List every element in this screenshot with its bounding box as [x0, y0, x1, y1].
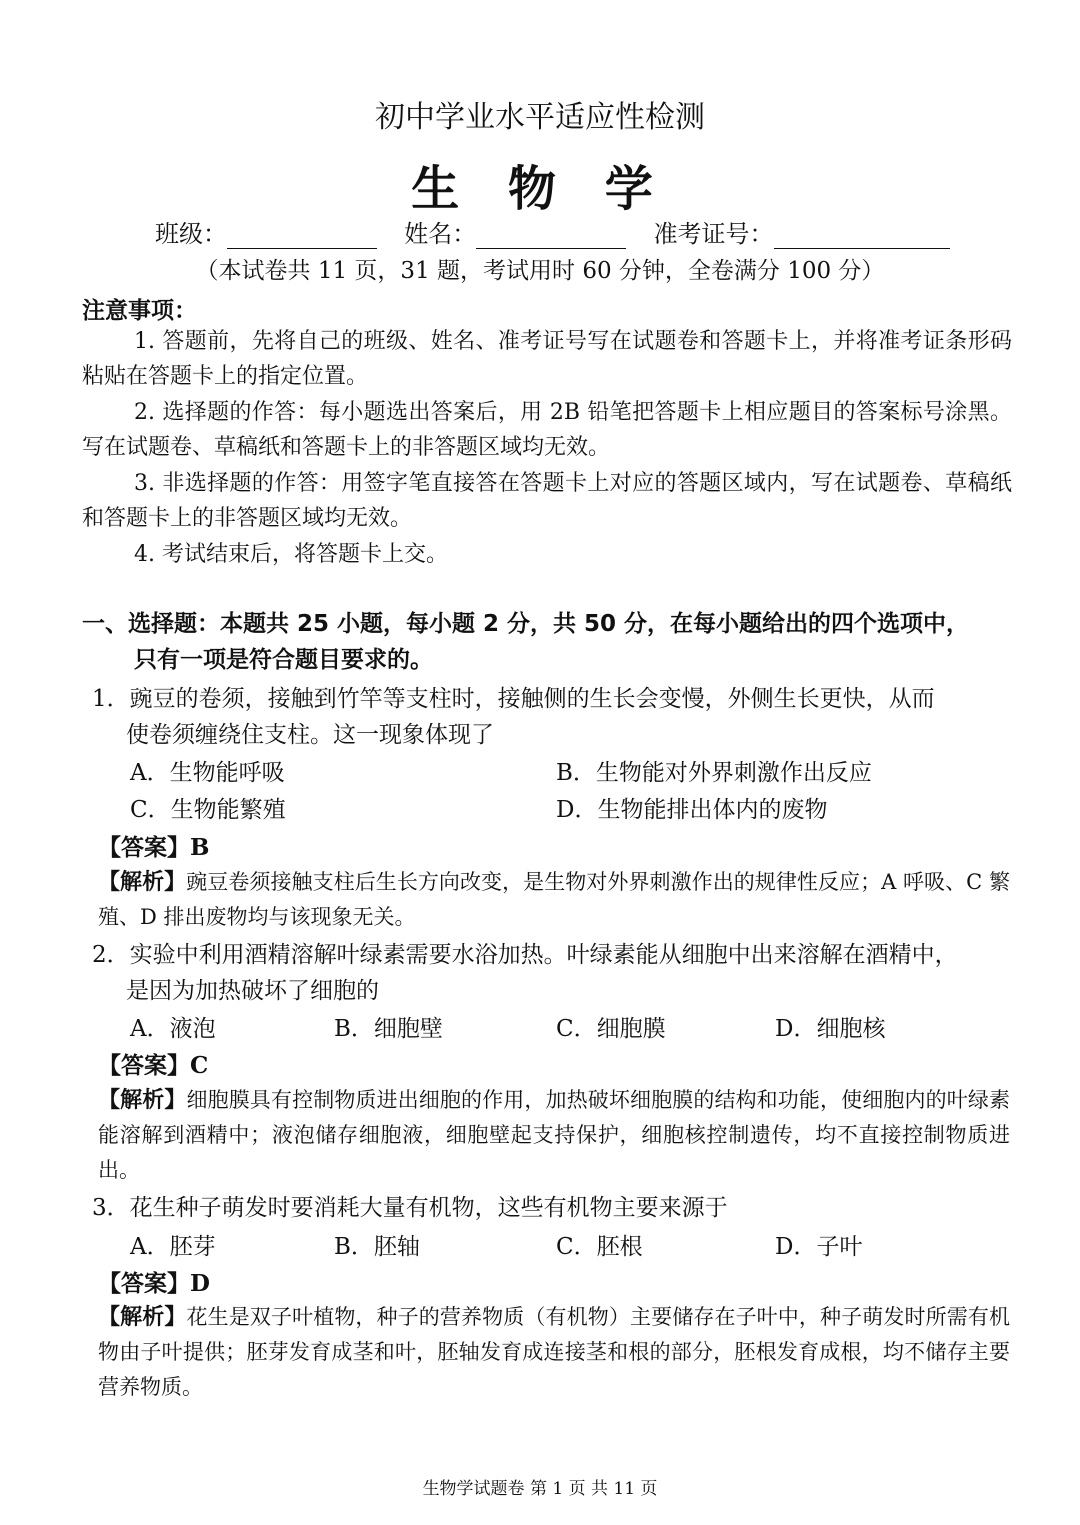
- exam-id-blank: [774, 224, 950, 249]
- answer-line: 【答案】B: [98, 834, 210, 861]
- option-a: A．生物能呼吸: [130, 760, 285, 786]
- option-b: B．生物能对外界刺激作出反应: [556, 760, 872, 786]
- option-c: C．胚根: [556, 1234, 643, 1260]
- section-heading: 一、选择题：本题共 25 小题，每小题 2 分，共 50 分，在每小题给出的四个选项中， 只有一项是符合题目要求的。: [82, 611, 970, 673]
- student-info-line: [155, 214, 950, 249]
- notice-item: 1. 答题前，先将自己的班级、姓名、准考证号写在试题卷和答题卡上，并将准考证条形码粘贴在答题卡上的指定位置。: [82, 329, 1012, 389]
- answer-line: 【答案】D: [98, 1270, 210, 1297]
- analysis-paragraph: 【解析】花生是双子叶植物，种子的营养物质（有机物）主要储存在子叶中，种子萌发时所需有机物由子叶提供；胚芽发育成茎和叶，胚轴发育成连接茎和根的部分，胚根发育成根，均不储存主要营养物质。: [98, 1305, 1010, 1399]
- exam-id-label: 准考证号：: [653, 220, 774, 248]
- option-d: D．细胞核: [775, 1016, 886, 1042]
- exam-meta: （本试卷共 11 页，31 题，考试用时 60 分钟，全卷满分 100 分）: [195, 258, 885, 284]
- exam-title: 生 物 学: [411, 161, 669, 217]
- answer-value: B: [190, 834, 210, 861]
- notice-item: 3. 非选择题的作答：用签字笔直接答在答题卡上对应的答题区域内，写在试题卷、草稿纸和答题卡上的非答题区域均无效。: [82, 471, 1012, 531]
- answer-line: 【答案】C: [98, 1052, 209, 1079]
- analysis-paragraph: 【解析】豌豆卷须接触支柱后生长方向改变，是生物对外界刺激作出的规律性反应；A 呼吸、C 繁殖、D 排出废物均与该现象无关。: [98, 870, 1010, 929]
- answer-value: C: [190, 1052, 209, 1079]
- option-a: A．液泡: [130, 1016, 216, 1042]
- option-c: C．生物能繁殖: [130, 797, 286, 823]
- question-stem: 3．花生种子萌发时要消耗大量有机物，这些有机物主要来源于: [92, 1195, 728, 1221]
- option-a: A．胚芽: [130, 1234, 216, 1260]
- option-b: B．胚轴: [334, 1234, 420, 1260]
- name-blank: [476, 224, 626, 249]
- analysis-paragraph: 【解析】细胞膜具有控制物质进出细胞的作用，加热破坏细胞膜的结构和功能，使细胞内的叶绿素能溶解到酒精中；液泡储存细胞液，细胞壁起支持保护，细胞核控制遗传，均不直接控制物质进出。: [98, 1088, 1010, 1182]
- option-d: D．生物能排出体内的废物: [556, 797, 828, 823]
- class-label: 班级：: [155, 220, 227, 248]
- option-d: D．子叶: [775, 1234, 863, 1260]
- option-c: C．细胞膜: [556, 1016, 666, 1042]
- question-stem: 1．豌豆的卷须，接触到竹竿等支柱时，接触侧的生长会变慢，外侧生长更快，从而 使卷须缠绕住支柱。这一现象体现了: [92, 686, 935, 748]
- question-stem: 2．实验中利用酒精溶解叶绿素需要水浴加热。叶绿素能从细胞中出来溶解在酒精中， 是因为加热破坏了细胞的: [92, 942, 958, 1004]
- answer-value: D: [190, 1270, 210, 1297]
- page-footer: 生物学试题卷 第 1 页 共 11 页: [422, 1479, 658, 1499]
- notice-item: 4. 考试结束后，将答题卡上交。: [134, 542, 448, 567]
- notice-heading: 注意事项：: [82, 298, 197, 324]
- notice-item: 2. 选择题的作答：每小题选出答案后，用 2B 铅笔把答题卡上相应题目的答案标号涂黑。写在试题卷、草稿纸和答题卡上的非答题区域均无效。: [82, 400, 1012, 460]
- name-label: 姓名：: [404, 220, 477, 248]
- class-blank: [227, 224, 377, 249]
- exam-subtitle: 初中学业水平适应性检测: [375, 100, 705, 135]
- option-b: B．细胞壁: [334, 1016, 443, 1042]
